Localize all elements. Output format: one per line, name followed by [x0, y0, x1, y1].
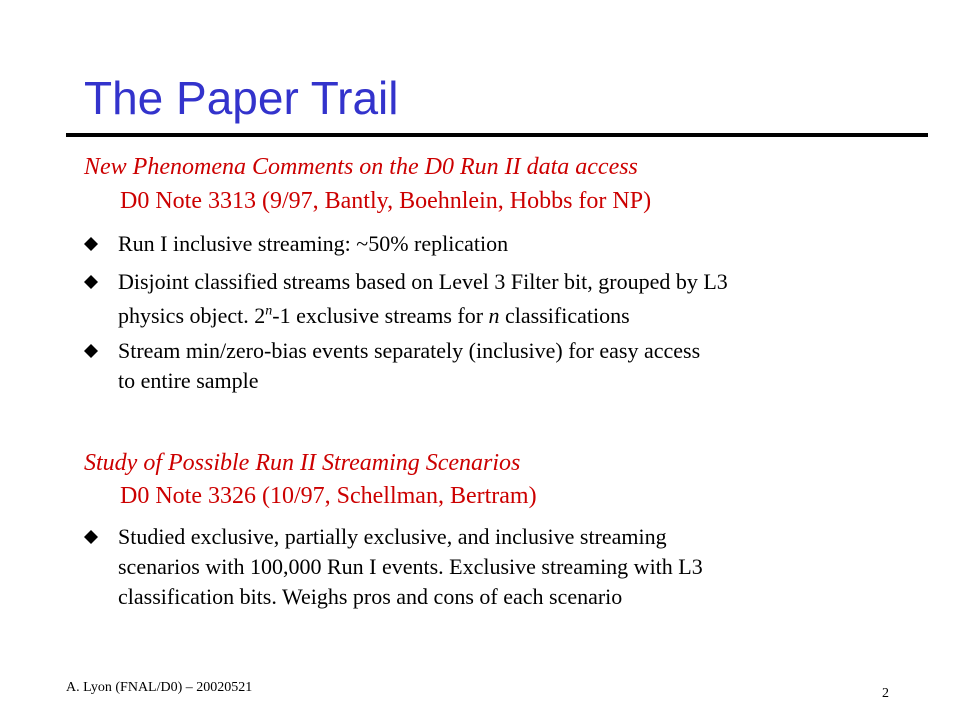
bullet-text	[118, 229, 938, 259]
title-divider	[66, 133, 928, 137]
bullet-line-part: physics object. 2	[118, 303, 266, 329]
page-title: The Paper Trail	[84, 72, 399, 124]
bullet-text	[118, 336, 938, 396]
diamond-bullet-icon	[84, 237, 98, 251]
bullet-line: Disjoint classified streams based on Level 3 Filter bit, grouped by L3	[118, 269, 728, 294]
bullet-text	[118, 522, 938, 612]
diamond-bullet-icon	[84, 344, 98, 358]
list-item	[84, 336, 944, 426]
bullet-line-part: classifications	[499, 303, 630, 329]
bullet-line: Stream min/zero-bias events separately (inclusive) for easy access	[118, 338, 701, 363]
bullet-text	[118, 267, 938, 331]
bullet-line: to entire sample	[118, 368, 259, 393]
section-title: Study of Possible Run II Streaming Scenarios	[84, 450, 521, 476]
bullet-line: Studied exclusive, partially exclusive, and inclusive streaming	[118, 524, 667, 549]
list-item	[84, 522, 944, 622]
section-title: New Phenomena Comments on the D0 Run II data access	[84, 154, 638, 180]
diamond-bullet-icon	[84, 275, 98, 289]
section-reference: D0 Note 3326 (10/97, Schellman, Bertram)	[120, 483, 537, 509]
bullet-line: scenarios with 100,000 Run I events. Exclusive streaming with L3	[118, 554, 703, 579]
bullet-line: Run I inclusive streaming: ~50% replication	[118, 231, 509, 256]
page-number: 2	[882, 686, 889, 701]
bullet-line	[118, 303, 630, 328]
variable: n	[488, 303, 500, 329]
bullet-line: classification bits. Weighs pros and cons of each scenario	[118, 584, 623, 609]
bullet-line-part: -1 exclusive streams for	[272, 303, 489, 329]
superscript: n	[265, 304, 273, 319]
diamond-bullet-icon	[84, 530, 98, 544]
footer-author: A. Lyon (FNAL/D0) – 20020521	[66, 680, 253, 695]
section-reference: D0 Note 3313 (9/97, Bantly, Boehnlein, Hobbs for NP)	[120, 188, 652, 214]
